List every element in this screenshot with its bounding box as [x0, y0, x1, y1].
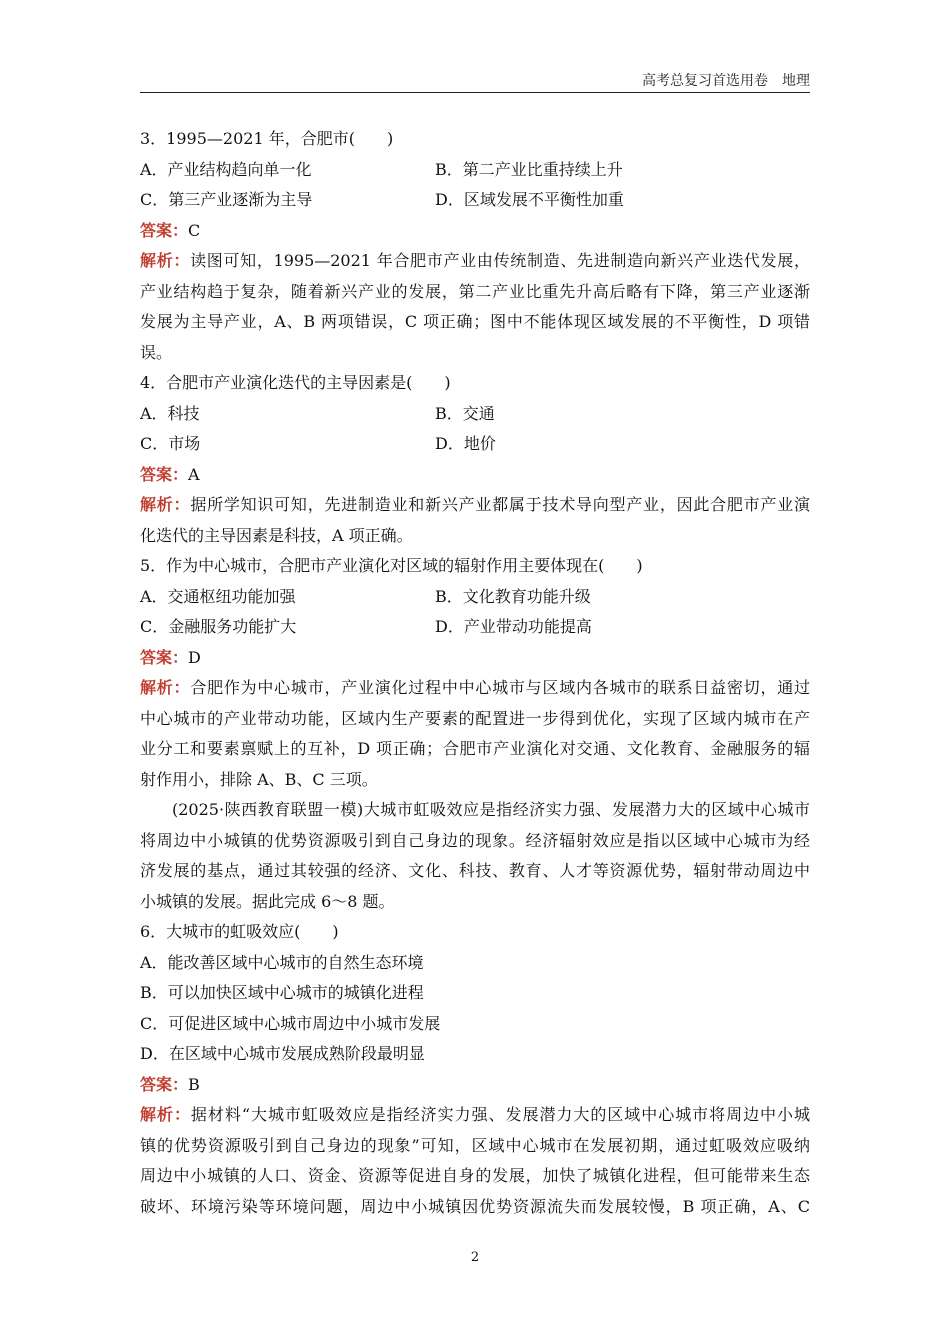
q3-option-c: C．第三产业逐渐为主导: [140, 190, 313, 209]
q4-option-b: B．交通: [435, 403, 495, 423]
answer-value: A: [188, 464, 200, 484]
q4-option-d: D．地价: [435, 434, 496, 453]
q3-analysis-line-2: 产业结构趋于复杂，随着新兴产业的发展，第二产业比重先升高后略有下降，第三产业逐渐: [140, 281, 810, 301]
q5-option-a: A．交通枢纽功能加强: [140, 586, 296, 606]
q5-analysis-line-1: [140, 673, 810, 704]
q3-analysis-line-4: 误。: [140, 342, 173, 362]
material-line-4: 小城镇的发展。据此完成 6～8 题。: [140, 891, 395, 911]
question-5-options-row-2: [140, 612, 810, 643]
page-content: [140, 124, 810, 1222]
question-3-options-row-1: [140, 155, 810, 186]
analysis-label: 解析：: [140, 251, 191, 270]
q4-option-a: A．科技: [140, 403, 200, 423]
answer-label: 答案：: [140, 464, 189, 484]
q3-option-d: D．区域发展不平衡性加重: [435, 190, 624, 209]
page-number: 2: [470, 1250, 480, 1265]
q6-analysis-line-2: 镇的优势资源吸引到自己身边的现象”可知，区域中心城市在发展初期，通过虹吸效应吸纳: [140, 1135, 810, 1155]
question-4-stem: 4．合肥市产业演化迭代的主导因素是( ): [140, 373, 451, 392]
q5-option-b: B．文化教育功能升级: [435, 586, 591, 606]
question-3-stem: 3．1995—2021 年，合肥市( ): [140, 129, 394, 148]
q6-analysis-line-3: 周边中小城镇的人口、资金、资源等促进自身的发展，加快了城镇化进程，但可能带来生态: [140, 1166, 810, 1185]
answer-label: 答案：: [140, 1074, 189, 1094]
q5-option-c: C．金融服务功能扩大: [140, 617, 297, 636]
analysis-text: 合肥作为中心城市，产业演化过程中中心城市与区域内各城市的联系日益密切，通过: [190, 678, 810, 697]
answer-value: B: [188, 1074, 200, 1094]
analysis-text: 据所学知识可知，先进制造业和新兴产业都属于技术导向型产业，因此合肥市产业演: [190, 495, 810, 514]
question-5-options-row-1: [140, 582, 810, 613]
q5-analysis-line-4: 射作用小，排除 A、B、C 三项。: [140, 769, 378, 789]
question-6-stem: 6．大城市的虹吸效应( ): [140, 922, 339, 941]
header-divider: [140, 92, 810, 93]
q6-option-b: B．可以加快区域中心城市的城镇化进程: [140, 983, 424, 1002]
q3-analysis-line-1: [140, 246, 810, 277]
q6-analysis-line-1: [140, 1100, 810, 1131]
analysis-label: 解析：: [140, 678, 191, 697]
material-line-2: 将周边中小城镇的优势资源吸引到自己身边的现象。经济辐射效应是指以区域中心城市为经: [140, 830, 810, 850]
answer-value: D: [188, 647, 201, 667]
analysis-text: 据材料“大城市虹吸效应是指经济实力强、发展潜力大的区域中心城市将周边中小城: [190, 1105, 810, 1124]
q5-analysis-line-2: 中心城市的产业带动功能，区域内生产要素的配置进一步得到优化，实现了区域内城市在产: [140, 708, 810, 728]
analysis-label: 解析：: [140, 1105, 191, 1124]
q6-option-d: D．在区域中心城市发展成熟阶段最明显: [140, 1044, 425, 1063]
material-line-3: 济发展的基点，通过其较强的经济、文化、科技、教育、人才等资源优势，辐射带动周边中: [140, 861, 810, 880]
answer-label: 答案：: [140, 220, 189, 240]
analysis-text: 读图可知，1995—2021 年合肥市产业由传统制造、先进制造向新兴产业迭代发展，: [190, 251, 810, 270]
q6-option-a: A．能改善区域中心城市的自然生态环境: [140, 952, 424, 972]
q6-answer: [140, 1070, 810, 1101]
question-4-options-row-2: [140, 429, 810, 460]
question-5-stem: 5．作为中心城市，合肥市产业演化对区域的辐射作用主要体现在( ): [140, 556, 643, 575]
question-4-options-row-1: [140, 399, 810, 430]
q3-option-a: A．产业结构趋向单一化: [140, 159, 312, 179]
q4-answer: [140, 460, 810, 491]
q4-analysis-line-1: [140, 490, 810, 521]
question-3-options-row-2: [140, 185, 810, 216]
answer-value: C: [188, 220, 201, 240]
q3-option-b: B．第二产业比重持续上升: [435, 159, 623, 179]
answer-label: 答案：: [140, 647, 189, 667]
q6-option-c: C．可促进区域中心城市周边中小城市发展: [140, 1013, 441, 1033]
q3-answer: [140, 216, 810, 247]
q4-analysis-line-2: 化迭代的主导因素是科技，A 项正确。: [140, 525, 413, 545]
q3-analysis-line-3: 发展为主导产业，A、B 两项错误，C 项正确；图中不能体现区域发展的不平衡性，D 项错: [140, 312, 810, 331]
q5-option-d: D．产业带动功能提高: [435, 617, 592, 636]
q6-analysis-line-4: 破坏、环境污染等环境问题，周边中小城镇因优势资源流失而发展较慢，B 项正确，A、C: [140, 1196, 810, 1216]
q5-analysis-line-3: 业分工和要素禀赋上的互补，D 项正确；合肥市产业演化对交通、文化教育、金融服务的辐: [140, 739, 810, 758]
running-header: 高考总复习首选用卷 地理: [642, 73, 810, 89]
q5-answer: [140, 643, 810, 674]
material-line-1: (2025·陕西教育联盟一模)大城市虹吸效应是指经济实力强、发展潜力大的区域中心城市: [172, 800, 810, 819]
analysis-label: 解析：: [140, 495, 191, 514]
q4-option-c: C．市场: [140, 434, 201, 453]
